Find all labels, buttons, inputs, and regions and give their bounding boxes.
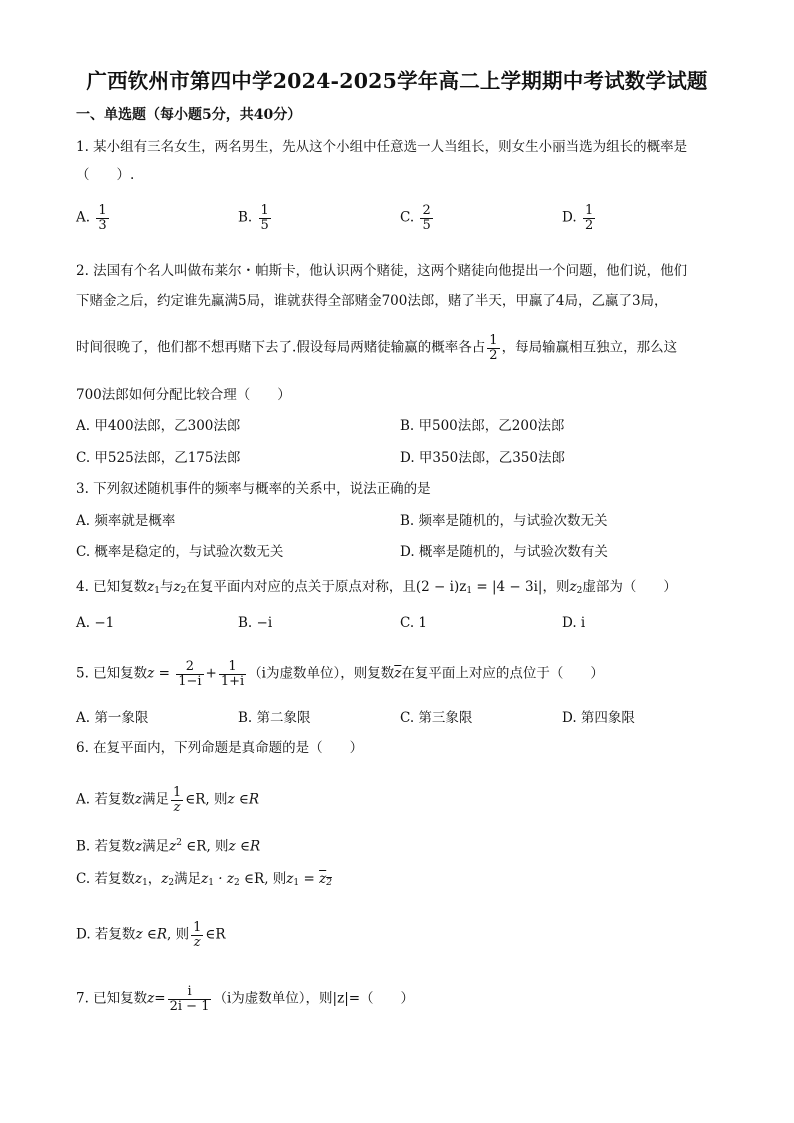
q3-option-c: C. 概率是稳定的，与试验次数无关 [76, 544, 284, 560]
q1-option-d [562, 204, 597, 232]
denominator: 2 [489, 347, 498, 363]
math-conjugate: $\overline{z}$ [394, 665, 402, 682]
denominator: 5 [260, 217, 269, 233]
math-var: z [134, 871, 143, 887]
text-segment: D. 若复数 [76, 926, 136, 943]
math-var: z [134, 791, 142, 808]
q3-text: 3. 下列叙述随机事件的频率与概率的关系中，说法正确的是 [76, 481, 431, 497]
text-segment: （i为虚数单位），则复数 [248, 665, 395, 682]
math-expression: z ∈R [228, 838, 261, 855]
q5-option-b: B. 第二象限 [238, 710, 311, 726]
q4-option-c: C. 1 [400, 615, 428, 631]
option-letter: D. [562, 209, 577, 226]
q4-text [76, 578, 677, 600]
math-expression: · z [214, 871, 235, 887]
math-var: z [169, 838, 177, 855]
text-segment: 在复平面上对应的点位于（ ） [401, 665, 604, 682]
subscript: 1 [208, 878, 215, 888]
q2-text-cont: 下赌金之后，约定谁先赢满5局，谁就获得全部赌金700法郎，赌了半天，甲赢了4局，乙赢了3局， [76, 293, 668, 309]
math-var: z [569, 579, 577, 595]
text-segment: ，每局输赢相互独立，那么这 [501, 339, 678, 356]
text-segment: ∈R, 则 [185, 791, 228, 808]
q3-option-d: D. 概率是随机的，与试验次数有关 [400, 544, 608, 560]
denominator: 5 [422, 217, 431, 233]
q1-option-b [238, 204, 273, 232]
text-segment: 与 [160, 579, 174, 595]
text-segment: , 则 [167, 926, 190, 943]
numerator: i [187, 984, 192, 999]
subscript: 2 [576, 586, 583, 596]
q1-text-cont: （ ）. [76, 167, 135, 183]
text-segment: 5. 已知复数 [76, 665, 148, 682]
math-expression: (2 − i)z [415, 579, 467, 595]
q1-option-a [76, 204, 111, 232]
math-var: z [147, 579, 155, 595]
q1-text: 1. 某小组有三名女生，两名男生，先从这个小组中任意选一人当组长，则女生小丽当选为组长的概率是 [76, 139, 688, 155]
option-letter: B. [238, 209, 253, 226]
text-segment: ∈R, 则 [239, 871, 287, 887]
option-letter: A. [76, 209, 91, 226]
fraction [583, 204, 595, 232]
fraction [171, 786, 183, 814]
numerator: 1 [98, 203, 107, 218]
text-segment: B. 若复数 [76, 838, 136, 855]
q5-option-d: D. 第四象限 [562, 710, 635, 726]
subscript: 1 [466, 586, 473, 596]
text-segment: 满足 [174, 871, 202, 887]
denominator: 1+i [220, 673, 245, 689]
text-segment: 7. 已知复数 [76, 990, 148, 1007]
q2-text: 2. 法国有个名人叫做布莱尔・帕斯卡，他认识两个赌徒，这两个赌徒向他提出一个问题，他们说，他们 [76, 263, 688, 279]
fraction [259, 204, 271, 232]
denominator: z [191, 935, 203, 950]
math-var: z [201, 871, 209, 887]
option-letter: C. [400, 209, 415, 226]
math-var: z [286, 871, 294, 887]
math-var: z [135, 838, 143, 855]
q2-text-cont3: 700法郎如何分配比较合理（ ） [76, 387, 291, 403]
text-segment: ∈R, 则 [182, 838, 229, 855]
numerator: 1 [228, 659, 237, 674]
numerator: 2 [185, 659, 194, 674]
math-expression: z ∈R [227, 791, 260, 808]
subscript: 1 [154, 586, 161, 596]
subscript: 1 [142, 878, 148, 888]
page-title: 广西钦州市第四中学2024-2025学年高二上学期期中考试数学试题 [86, 69, 708, 93]
q2-option-c: C. 甲525法郎，乙175法郎 [76, 450, 241, 466]
fraction [420, 204, 432, 232]
math-var: z [147, 665, 155, 682]
text-segment: 时间很晚了，他们都不想再赌下去了.假设每局两赌徒输赢的概率各占 [76, 339, 486, 356]
q2-option-d: D. 甲350法郎，乙350法郎 [400, 450, 565, 466]
text-segment: 4. 已知复数 [76, 579, 148, 595]
math-operator: = [299, 871, 320, 887]
section-heading: 一、单选题（每小题5分，共40分） [76, 107, 302, 123]
numerator: 1 [172, 785, 182, 800]
q4-option-a: A. −1 [76, 615, 115, 631]
text-segment: 在复平面内对应的点关于原点对称，且 [186, 579, 416, 595]
superscript: 2 [176, 838, 182, 848]
text-segment: A. 若复数 [76, 791, 135, 808]
fraction [176, 660, 203, 688]
subscript: 2 [180, 586, 187, 596]
q7-text [76, 985, 414, 1013]
q5-text [76, 660, 604, 688]
math-var: z [161, 871, 169, 887]
text-segment: ∈R [205, 926, 226, 943]
text-segment: （i为虚数单位），则|z|=（ ） [213, 990, 415, 1007]
math-expression: = |4 − 3i| [472, 579, 543, 595]
fraction [168, 985, 212, 1013]
fraction-one-half [487, 334, 499, 362]
denominator: z [171, 800, 183, 815]
fraction [191, 921, 203, 949]
math-var: z [319, 871, 327, 887]
text-segment: ，则 [542, 579, 570, 595]
denominator: 2i − 1 [169, 998, 210, 1014]
q2-option-a: A. 甲400法郎，乙300法郎 [76, 418, 241, 434]
numerator: 2 [422, 203, 431, 218]
math-expression: = [154, 665, 175, 682]
numerator: 1 [193, 920, 202, 935]
subscript: 2 [168, 878, 175, 888]
q6-option-d [76, 921, 226, 949]
q6-option-a [76, 786, 259, 814]
numerator: 1 [584, 203, 594, 218]
subscript: 1 [293, 878, 300, 888]
q3-option-b: B. 频率是随机的，与试验次数无关 [400, 513, 608, 529]
q6-option-b [76, 834, 260, 856]
math-var: z [173, 579, 181, 595]
q2-option-b: B. 甲500法郎，乙200法郎 [400, 418, 565, 434]
q6-text: 6. 在复平面内，下列命题是真命题的是（ ） [76, 740, 364, 756]
numerator: 1 [260, 203, 269, 218]
math-expression: z ∈R [135, 926, 167, 943]
q4-option-b: B. −i [238, 615, 273, 631]
q1-option-c [400, 204, 435, 232]
fraction [219, 660, 246, 688]
q4-option-d: D. i [562, 615, 586, 631]
q5-option-c: C. 第三象限 [400, 710, 473, 726]
q3-option-a: A. 频率就是概率 [76, 513, 176, 529]
q5-option-a: A. 第一象限 [76, 710, 149, 726]
math-operator: + [205, 665, 217, 682]
fraction [96, 204, 108, 232]
denominator: 1−i [178, 673, 202, 689]
text-segment: 满足 [142, 838, 170, 855]
text-segment: C. 若复数 [76, 871, 135, 887]
math-conjugate [319, 871, 332, 887]
q6-option-c [76, 870, 332, 892]
numerator: 1 [489, 333, 498, 348]
math-expression: z= [147, 990, 166, 1007]
subscript: 2 [326, 878, 332, 888]
text-segment: 虚部为（ ） [582, 579, 677, 595]
q2-text-cont2 [76, 334, 677, 362]
text-segment: ， [147, 871, 162, 887]
denominator: 2 [584, 217, 594, 233]
text-segment: 满足 [141, 791, 169, 808]
subscript: 2 [234, 878, 240, 888]
denominator: 3 [98, 217, 107, 233]
